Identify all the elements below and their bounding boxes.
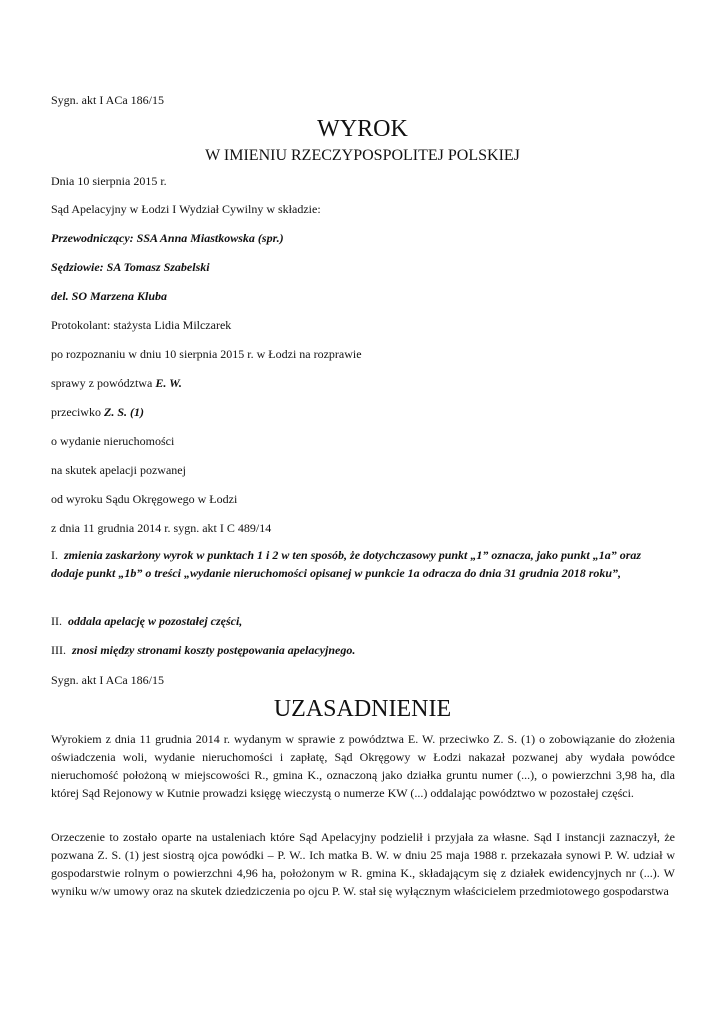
ruling-number: III. (51, 643, 66, 657)
case-subject: o wydanie nieruchomości (51, 434, 175, 448)
ruling-item (51, 641, 675, 659)
case-plaintiff-line (51, 376, 182, 390)
document-title: WYROK (317, 116, 408, 142)
ruling-item (51, 546, 675, 582)
case-prefix: sprawy z powództwa (51, 376, 156, 390)
ruling-item (51, 612, 675, 630)
judges: Sędziowie: SA Tomasz Szabelski (51, 260, 210, 274)
plaintiff-name: E. W. (155, 376, 182, 390)
court-composition: Sąd Apelacyjny w Łodzi I Wydział Cywilny w składzie: (51, 202, 321, 216)
document-subtitle: W IMIENIU RZECZYPOSPOLITEJ POLSKIEJ (205, 147, 520, 164)
ruling-text: oddala apelację w pozostałej części, (68, 614, 243, 628)
case-signature-top: Sygn. akt I ACa 186/15 (51, 93, 164, 107)
defendant-name: Z. S. (1) (103, 405, 144, 419)
ruling-number: II. (51, 614, 62, 628)
justification-paragraph: Orzeczenie to zostało oparte na ustaleniach które Sąd Apelacyjny podzielił i przyjała za własne. Sąd I instancji zaznaczył, że pozwana Z. S. (1) jest siostrą ojca powódki – P. W.. Ich matka B. W. w dniu 25 maja 1988 r. przekazała synowi P. W. udział w gospodarstwie rolnym o powierzchni 4,96 ha, położonym w R. gmina K., składającym się z działek ewidencyjnych nr (...). W wyniku w/w umowy oraz na skutek dziedziczenia po ojcu P. W. stał się wyłącznym właścicielem przedmiotowego gospodarstwa (51, 830, 675, 898)
justification-heading: UZASADNIENIE (273, 696, 452, 722)
lower-court-judgment: od wyroku Sądu Okręgowego w Łodzi (51, 492, 238, 506)
appeal-info: na skutek apelacji pozwanej (51, 463, 186, 477)
ruling-text: zmienia zaskarżony wyrok w punktach 1 i 2 w ten sposób, że dotychczasowy punkt „1” oznacza, jako punkt „1a” oraz dodaje punkt „1b” o treści „wydanie nieruchomości opisanej w punkcie 1a odracza do dnia 31 grudnia 2018 roku”, (51, 548, 642, 580)
delegated-judge: del. SO Marzena Kluba (51, 289, 168, 303)
ruling-text: znosi między stronami koszty postępowania apelacyjnego. (72, 643, 356, 657)
against-prefix: przeciwko (51, 405, 104, 419)
judgment-date: Dnia 10 sierpnia 2015 r. (51, 174, 167, 188)
court-clerk: Protokolant: stażysta Lidia Milczarek (51, 318, 232, 332)
case-signature-justification: Sygn. akt I ACa 186/15 (51, 673, 164, 687)
presiding-judge: Przewodniczący: SSA Anna Miastkowska (spr.) (51, 231, 284, 245)
ruling-number: I. (51, 548, 58, 562)
lower-court-judgment-date: z dnia 11 grudnia 2014 r. sygn. akt I C 489/14 (51, 521, 272, 535)
hearing-info: po rozpoznaniu w dniu 10 sierpnia 2015 r. w Łodzi na rozprawie (51, 347, 362, 361)
justification-paragraph: Wyrokiem z dnia 11 grudnia 2014 r. wydanym w sprawie z powództwa E. W. przeciwko Z. S. (1) o zobowiązanie do złożenia oświadczenia woli, wydanie nieruchomości i zapłatę, Sąd Okręgowy w Łodzi nakazał pozwanej aby wydała powódce nieruchomość położoną w miejscowości R., gmina K., oznaczoną jako działka gruntu numer (...), o powierzchni 3,98 ha, dla której Sąd Rejonowy w Kutnie prowadzi księgę wieczystą o numerze KW (...) oddalając powództwo w pozostałej części. (51, 732, 675, 800)
case-defendant-line (51, 405, 144, 419)
